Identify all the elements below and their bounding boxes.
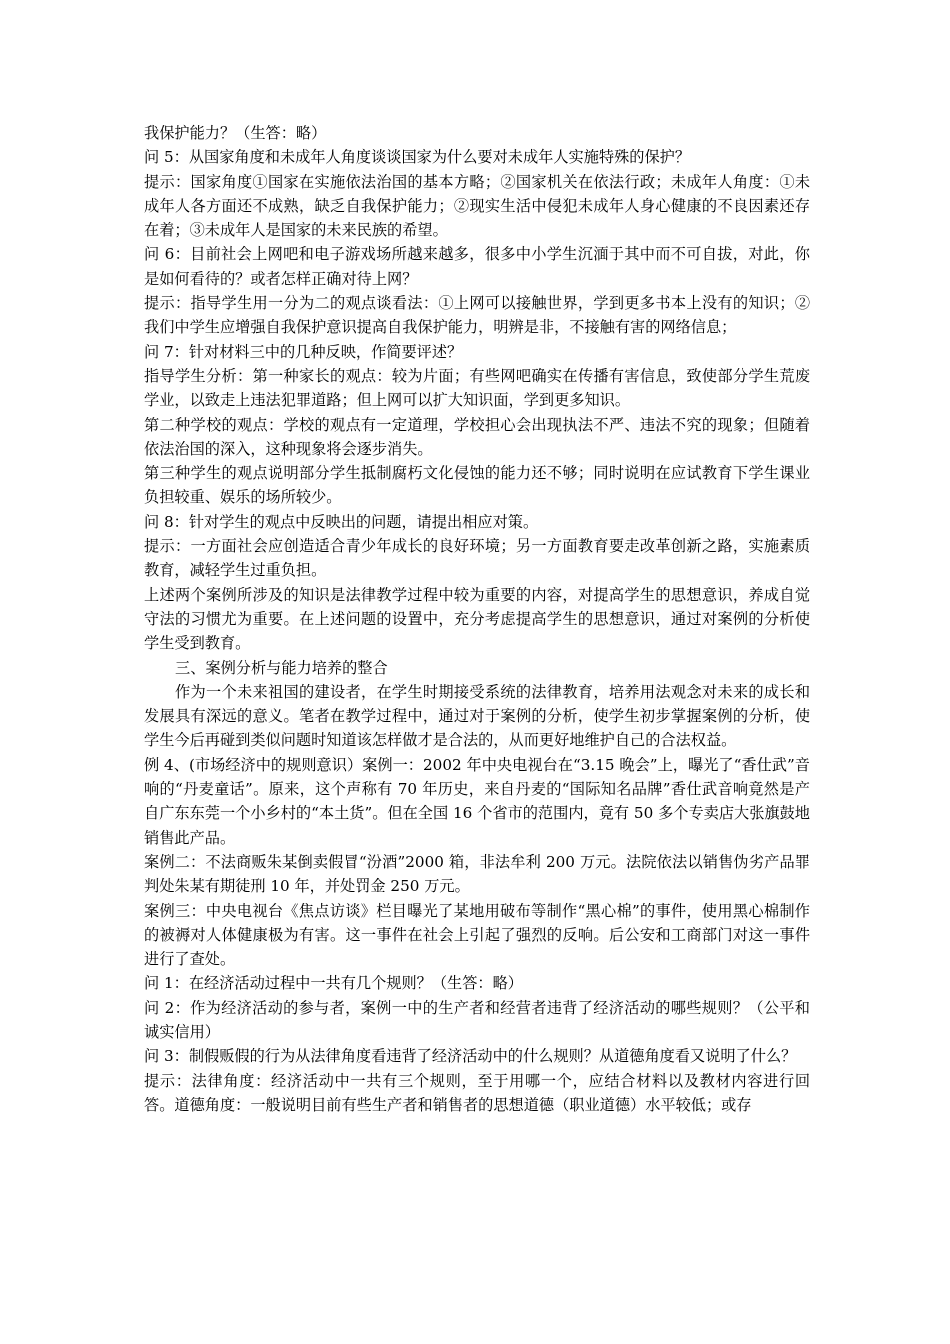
question-6: 问 6：目前社会上网吧和电子游戏场所越来越多，很多中小学生沉湎于其中而不可自拔，对此，你是如何看待的？或者怎样正确对待上网？ <box>144 245 810 288</box>
hint-paragraph: 提示：国家角度①国家在实施依法治国的基本方略；②国家机关在依法行政；未成年人角度：①未成年人各方面还不成熟，缺乏自我保护能力；②现实生活中侵犯未成年人身心健康的不良因素还存在着；③未成年人是国家的未来民族的希望。 <box>144 172 810 240</box>
question-7: 问 7：针对材料三中的几种反映，作简要评述？ <box>144 342 463 361</box>
paragraph: 第三种学生的观点说明部分学生抵制腐朽文化侵蚀的能力还不够；同时说明在应试教育下学生课业负担较重、娱乐的场所较少。 <box>144 464 810 507</box>
summary-paragraph: 上述两个案例所涉及的知识是法律教学过程中较为重要的内容，对提高学生的思想意识，养成自觉守法的习惯尤为重要。在上述问题的设置中，充分考虑提高学生的思想意识，通过对案例的分析使学生受到教育。 <box>144 585 810 653</box>
hint-paragraph: 提示：指导学生用一分为二的观点谈看法：①上网可以接触世界，学到更多书本上没有的知识；②我们中学生应增强自我保护意识提高自我保护能力，明辨是非，不接触有害的网络信息； <box>144 294 810 337</box>
question-1: 问 1：在经济活动过程中一共有几个规则？（生答：略） <box>144 974 523 993</box>
case-2: 案例二：不法商贩朱某倒卖假冒“汾酒”2000 箱，非法牟利 200 万元。法院依法以销售伪劣产品罪判处朱某有期徒刑 10 年，并处罚金 250 万元。 <box>144 852 810 896</box>
question-3: 问 3：制假贩假的行为从法律角度看违背了经济活动中的什么规则？从道德角度看又说明了什么？ <box>144 1047 797 1066</box>
paragraph: 我保护能力？（生答：略） <box>144 124 327 142</box>
case-3: 案例三：中央电视台《焦点访谈》栏目曝光了某地用破布等制作“黑心棉”的事件，使用黑心棉制作的被褥对人体健康极为有害。这一事件在社会上引起了强烈的反响。后公安和工商部门对这一事件进行了查处。 <box>144 901 810 969</box>
section-heading: 三、案例分析与能力培养的整合 <box>175 658 388 677</box>
guidance-paragraph: 指导学生分析：第一种家长的观点：较为片面；有些网吧确实在传播有害信息，致使部分学生荒废学业，以致走上违法犯罪道路；但上网可以扩大知识面，学到更多知识。 <box>144 366 810 410</box>
hint-paragraph: 提示：法律角度：经济活动中一共有三个规则，至于用哪一个，应结合材料以及教材内容进行回答。道德角度：一般说明目前有些生产者和销售者的思想道德（职业道德）水平较低；或存 <box>144 1071 810 1114</box>
document-page <box>144 121 810 1117</box>
question-2: 问 2：作为经济活动的参与者，案例一中的生产者和经营者违背了经济活动的哪些规则？（公平和诚实信用） <box>144 998 810 1041</box>
example-4-case-1: 例 4、(市场经济中的规则意识）案例一：2002 年中央电视台在“3.15 晚会”上，曝光了“香仕武”音响的“丹麦童话”。原来，这个声称有 70 年历史，来自丹麦的“国际知名品牌”香仕武音响竟然是产自广东东莞一个小乡村的“本土货”。但在全国 16 个省市的范围内，竟有 50 多个专卖店大张旗鼓地销售此产品。 <box>144 755 810 847</box>
paragraph: 第二种学校的观点：学校的观点有一定道理，学校担心会出现执法不严、违法不究的现象；但随着依法治国的深入，这种现象将会逐步消失。 <box>144 415 810 458</box>
body-paragraph: 作为一个未来祖国的建设者，在学生时期接受系统的法律教育，培养用法观念对未来的成长和发展具有深远的意义。笔者在教学过程中，通过对于案例的分析，使学生初步掌握案例的分析，使学生今后再碰到类似问题时知道该怎样做才是合法的，从而更好地维护自己的合法权益。 <box>144 682 810 750</box>
question-5: 问 5：从国家角度和未成年人角度谈谈国家为什么要对未成年人实施特殊的保护？ <box>144 148 691 167</box>
hint-paragraph: 提示：一方面社会应创造适合青少年成长的良好环境；另一方面教育要走改革创新之路，实施素质教育，减轻学生过重负担。 <box>144 537 810 580</box>
question-8: 问 8：针对学生的观点中反映出的问题，请提出相应对策。 <box>144 512 539 531</box>
